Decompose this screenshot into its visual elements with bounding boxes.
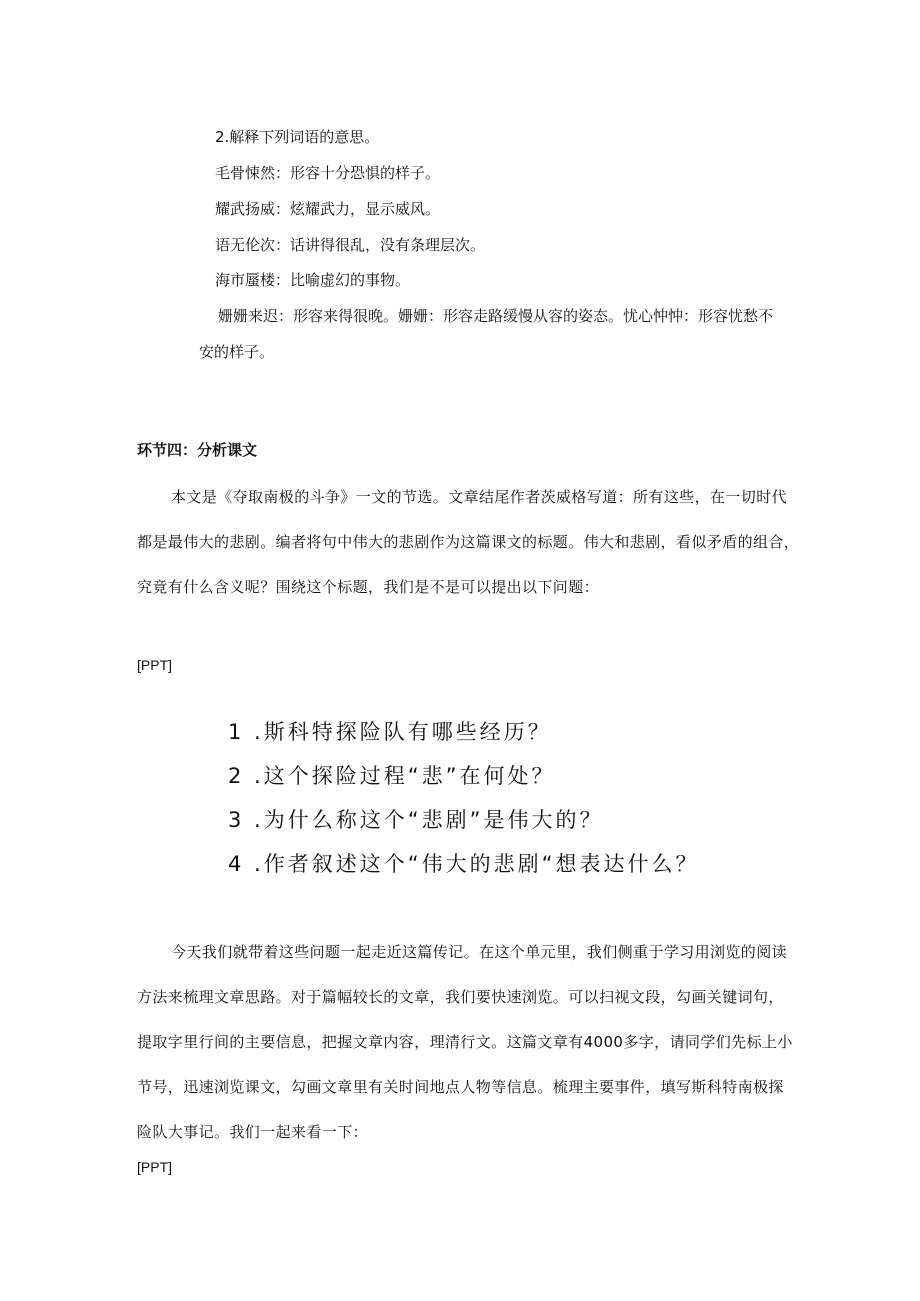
vocab-entry: 耀武扬威：炫耀武力，显示威风。 <box>215 200 441 218</box>
paragraph-line: 方法来梳理文章思路。对于篇幅较长的文章，我们要快速浏览。可以扫视文段，勾画关键词句， <box>137 988 784 1006</box>
question-item: 1 .斯科特探险队有哪些经历？ <box>228 720 552 744</box>
question-item: 2 .这个探险过程“悲”在何处？ <box>228 764 556 788</box>
vocab-entry-continuation: 安的样子。 <box>199 343 275 361</box>
vocab-entry: 毛骨悚然：形容十分恐惧的样子。 <box>215 164 441 182</box>
vocab-entry: 海市蜃楼：比喻虚幻的事物。 <box>215 271 411 289</box>
question-item: 3 .为什么称这个“悲剧”是伟大的？ <box>228 808 604 832</box>
paragraph-line: 究竟有什么含义呢？围绕这个标题，我们是不是可以提出以下问题： <box>137 578 600 596</box>
ppt-label: [PPT] <box>137 1159 173 1175</box>
paragraph-line: 提取字里行间的主要信息，把握文章内容，理清行文。这篇文章有4000多字，请同学们先标上小 <box>137 1033 793 1051</box>
paragraph-line: 今天我们就带着这些问题一起走近这篇传记。在这个单元里，我们侧重于学习用浏览的阅读 <box>171 943 788 961</box>
question-item: 4 .作者叙述这个“伟大的悲剧“想表达什么？ <box>228 852 700 876</box>
vocab-entry: 语无伦次：话讲得很乱，没有条理层次。 <box>215 236 486 254</box>
ppt-label: [PPT] <box>137 657 173 673</box>
paragraph-line: 险队大事记。我们一起来看一下： <box>137 1123 369 1141</box>
section-heading: 环节四：分析课文 <box>137 441 258 459</box>
paragraph-line: 本文是《夺取南极的斗争》一文的节选。文章结尾作者茨威格写道：所有这些，在一切时代 <box>171 488 788 506</box>
paragraph-line: 节号，迅速浏览课文，勾画文章里有关时间地点人物等信息。梳理主要事件，填写斯科特南极探 <box>137 1078 784 1096</box>
vocab-title: 2.解释下列词语的意思。 <box>215 128 380 146</box>
vocab-entry: 姗姗来迟：形容来得很晚。姗姗：形容走路缓慢从容的姿态。忧心忡忡：形容忧愁不 <box>218 307 774 325</box>
paragraph-line: 都是最伟大的悲剧。编者将句中伟大的悲剧作为这篇课文的标题。伟大和悲剧，看似矛盾的组合， <box>137 533 800 551</box>
